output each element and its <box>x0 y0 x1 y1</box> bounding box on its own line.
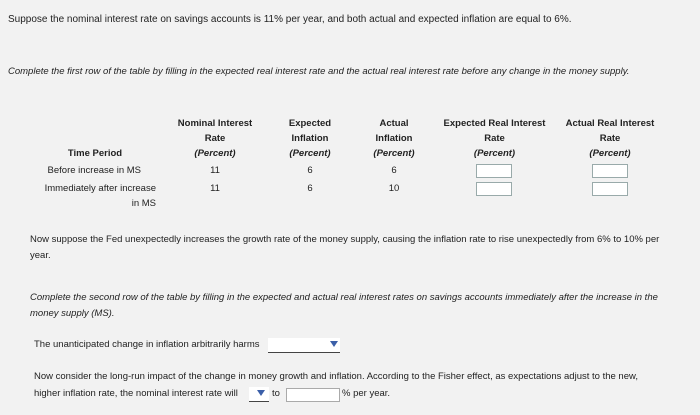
long-run-line2-prefix: higher inflation rate, the nominal interest rate will <box>34 388 238 399</box>
harm-sentence-prefix: The unanticipated change in inflation arbitrarily harms <box>34 339 260 350</box>
expected-real-rate-after-input[interactable] <box>476 182 512 196</box>
instruction-second-row: Complete the second row of the table by filling in the expected and actual real interest rates on savings accounts immediately after the increase in the money supply (MS). <box>30 292 658 319</box>
row-before-expected-inflation: 6 <box>307 165 313 176</box>
row-before-label: Before increase in MS <box>47 165 141 176</box>
intro-text: Suppose the nominal interest rate on savings accounts is 11% per year, and both actual and expected inflation are equal to 6%. <box>8 14 572 25</box>
row-after-actual-inflation: 10 <box>388 183 400 194</box>
actual-real-rate-before-input[interactable] <box>592 164 628 178</box>
row-after-label: Immediately after increase in MS <box>44 183 156 209</box>
header-actual-inflation: Actual Inflation (Percent) <box>373 118 415 159</box>
row-before-nominal: 11 <box>210 165 220 176</box>
nominal-rate-input[interactable] <box>286 388 340 402</box>
chevron-down-icon <box>330 341 338 347</box>
instruction-first-row: Complete the first row of the table by filling in the expected real interest rate and the actual real interest rate before any change in the money supply. <box>8 66 630 77</box>
row-before-actual-inflation: 6 <box>391 165 397 176</box>
fed-text: Now suppose the Fed unexpectedly increases the growth rate of the money supply, causing the inflation rate to rise unexpectedly from 6% to 10% per year. <box>30 234 660 261</box>
harms-dropdown[interactable] <box>268 338 340 353</box>
actual-real-rate-after-input[interactable] <box>592 182 628 196</box>
header-nominal: Nominal Interest Rate (Percent) <box>177 118 253 159</box>
row-after-nominal: 11 <box>210 183 220 194</box>
header-actual-real: Actual Real Interest Rate (Percent) <box>565 118 655 159</box>
to-word: to <box>272 388 280 399</box>
expected-real-rate-before-input[interactable] <box>476 164 512 178</box>
header-time-period: Time Period <box>67 148 123 159</box>
long-run-line1: Now consider the long-run impact of the change in money growth and inflation. According to the Fisher effect, as expectations adjust to the new, <box>34 371 638 382</box>
per-year-suffix: % per year. <box>342 388 391 399</box>
header-expected-inflation: Expected Inflation (Percent) <box>288 118 332 159</box>
chevron-down-icon <box>257 390 265 396</box>
nominal-rate-direction-dropdown[interactable] <box>249 387 269 402</box>
row-after-expected-inflation: 6 <box>307 183 313 194</box>
header-expected-real: Expected Real Interest Rate (Percent) <box>443 118 546 159</box>
